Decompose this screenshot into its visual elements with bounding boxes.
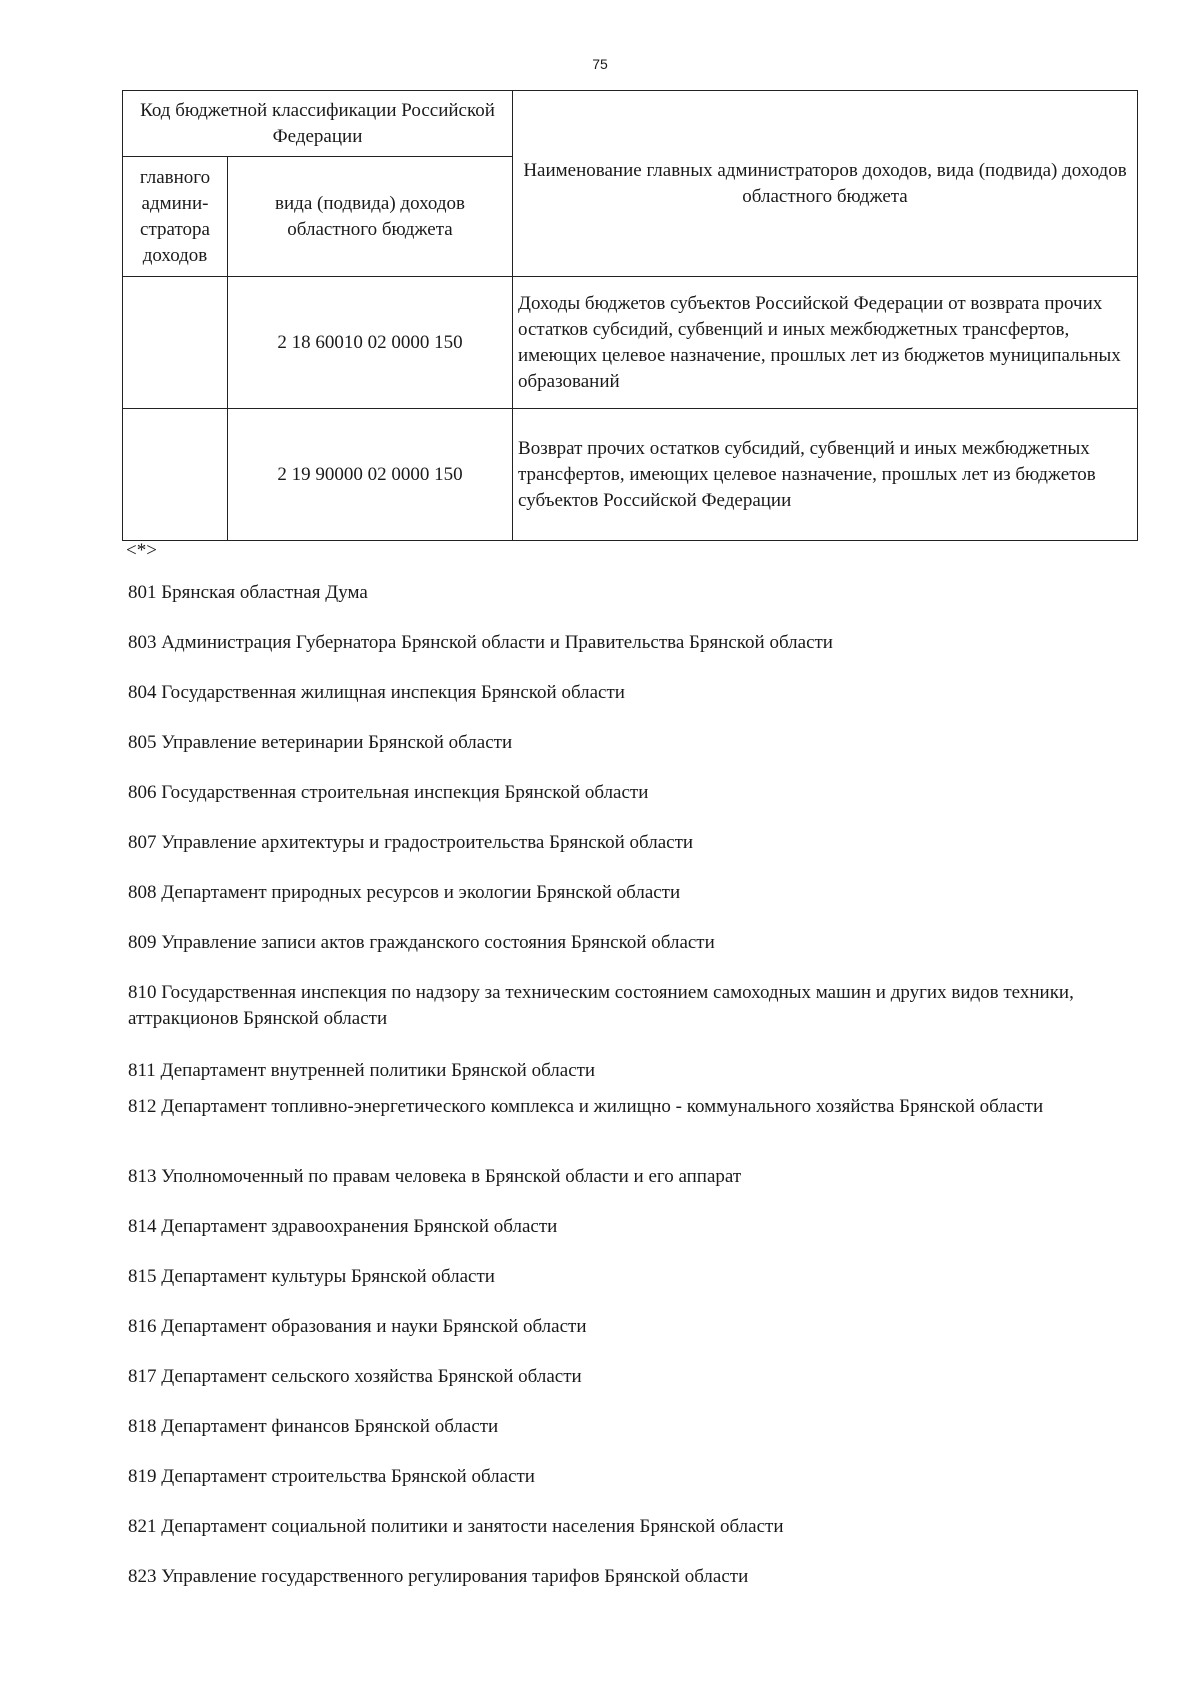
table-row (123, 409, 1138, 541)
list-item: 805 Управление ветеринарии Брянской области (128, 732, 513, 753)
revenue-code-cell: 2 18 60010 02 0000 150 (228, 277, 513, 409)
list-item: 807 Управление архитектуры и градостроительства Брянской области (128, 832, 694, 853)
list-item: 804 Государственная жилищная инспекция Брянской области (128, 682, 625, 703)
admin-code-cell (123, 409, 228, 541)
revenue-code-cell: 2 19 90000 02 0000 150 (228, 409, 513, 541)
footnote-marker: <*> (126, 540, 157, 561)
list-item: 813 Уполномоченный по правам человека в Брянской области и его аппарат (128, 1166, 742, 1187)
header-code-cell: вида (подвида) доходов областного бюджета (228, 157, 513, 277)
header-group-cell: Код бюджетной классификации Российской Федерации (123, 91, 513, 157)
admin-code-cell (123, 277, 228, 409)
list-item: 821 Департамент социальной политики и занятости населения Брянской области (128, 1516, 784, 1537)
list-item: 819 Департамент строительства Брянской области (128, 1466, 535, 1487)
list-item: 809 Управление записи актов гражданского состояния Брянской области (128, 932, 715, 953)
list-item: 816 Департамент образования и науки Брянской области (128, 1316, 587, 1337)
list-item: 806 Государственная строительная инспекция Брянской области (128, 782, 649, 803)
list-item: 810 Государственная инспекция по надзору за техническим состоянием самоходных машин и других видов техники, аттракционов Брянской области (128, 982, 1074, 1029)
page-number: 75 (592, 56, 608, 72)
list-item: 808 Департамент природных ресурсов и экологии Брянской области (128, 882, 681, 903)
list-item: 814 Департамент здравоохранения Брянской области (128, 1216, 558, 1237)
list-item: 815 Департамент культуры Брянской области (128, 1266, 495, 1287)
list-item: 823 Управление государственного регулирования тарифов Брянской области (128, 1566, 749, 1587)
table-header-row (123, 91, 1138, 157)
list-item: 803 Администрация Губернатора Брянской области и Правительства Брянской области (128, 632, 833, 653)
header-name-cell: Наименование главных администраторов доходов, вида (подвида) доходов областного бюджета (513, 91, 1138, 277)
list-item: 801 Брянская областная Дума (128, 582, 368, 603)
list-item: 818 Департамент финансов Брянской области (128, 1416, 499, 1437)
table-row (123, 277, 1138, 409)
list-item: 817 Департамент сельского хозяйства Брянской области (128, 1366, 582, 1387)
header-admin-cell: главного админи-стратора доходов (123, 157, 228, 277)
list-item: 811 Департамент внутренней политики Брянской области (128, 1060, 596, 1081)
revenue-name-cell: Возврат прочих остатков субсидий, субвенций и иных межбюджетных трансфертов, имеющих целевое назначение, прошлых лет из бюджетов субъектов Российской Федерации (513, 409, 1138, 541)
list-item: 812 Департамент топливно-энергетического комплекса и жилищно - коммунального хозяйства Брянской области (128, 1096, 1044, 1117)
budget-classification-table (122, 90, 1138, 541)
revenue-name-cell: Доходы бюджетов субъектов Российской Федерации от возврата прочих остатков субсидий, субвенций и иных межбюджетных трансфертов, имеющих целевое назначение, прошлых лет из бюджетов муниципальных образований (513, 277, 1138, 409)
